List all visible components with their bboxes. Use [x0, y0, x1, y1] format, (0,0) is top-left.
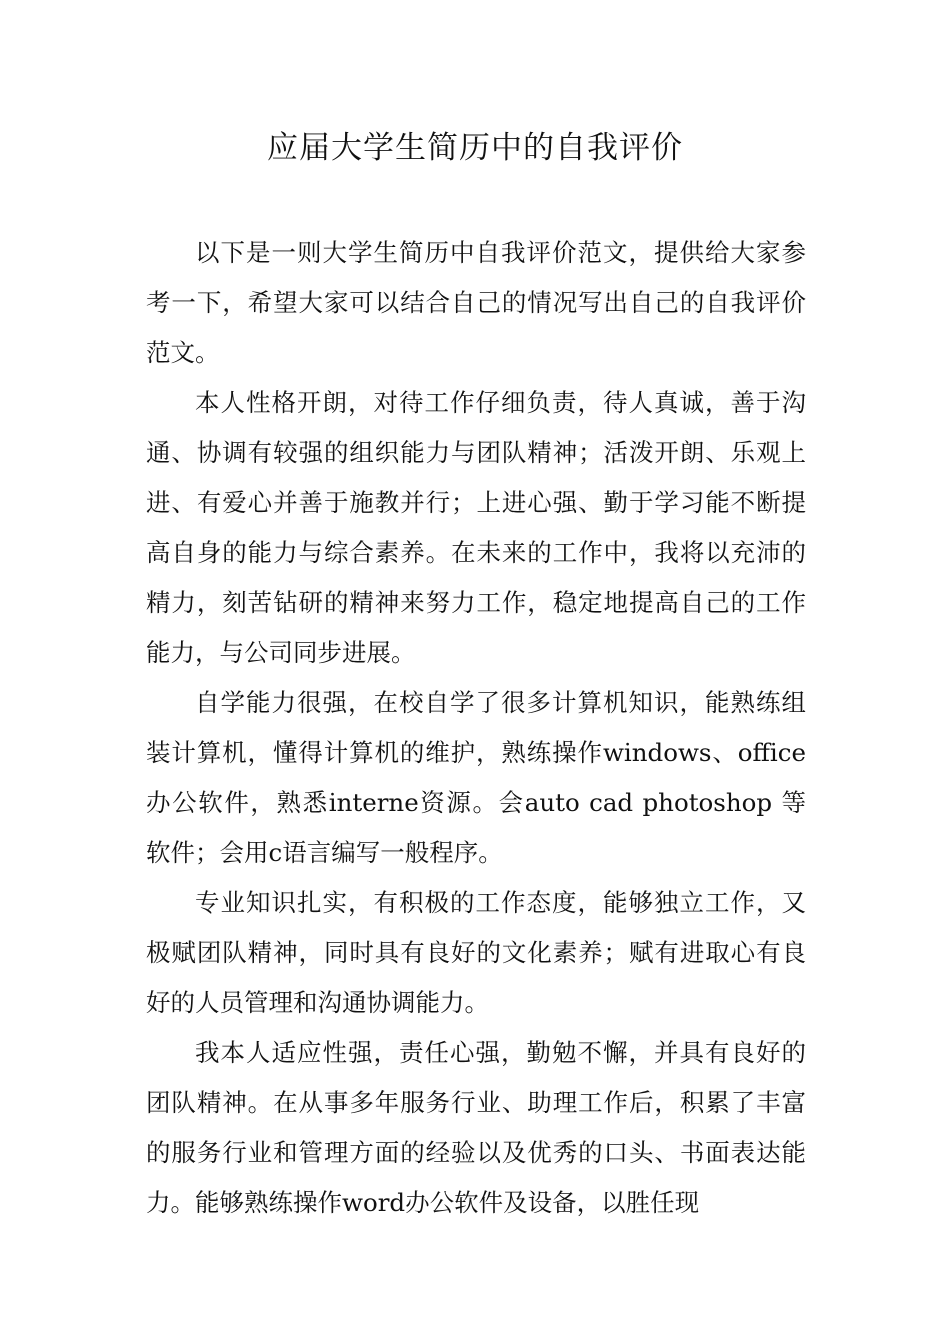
document-title: 应届大学生简历中的自我评价	[267, 130, 683, 166]
paragraph-intro: 以下是一则大学生简历中自我评价范文，提供给大家参考一下，希望大家可以结合自己的情况写出自己的自我评价范文。	[146, 238, 806, 367]
paragraph-computer-skills: 自学能力很强，在校自学了很多计算机知识，能熟练组装计算机，懂得计算机的维护，熟练操作windows、office办公软件，熟悉interne资源。会auto cad photoshop 等软件；会用c语言编写一般程序。	[146, 688, 806, 867]
paragraph-personality: 本人性格开朗，对待工作仔细负责，待人真诚，善于沟通、协调有较强的组织能力与团队精神；活泼开朗、乐观上进、有爱心并善于施教并行；上进心强、勤于学习能不断提高自身的能力与综合素养。在未来的工作中，我将以充沛的精力，刻苦钻研的精神来努力工作，稳定地提高自己的工作能力，与公司同步进展。	[146, 388, 806, 667]
document-body	[146, 228, 806, 1228]
paragraph-professional-knowledge: 专业知识扎实，有积极的工作态度，能够独立工作，又极赋团队精神，同时具有良好的文化素养；赋有进取心有良好的人员管理和沟通协调能力。	[146, 888, 806, 1017]
paragraph-adaptability: 我本人适应性强，责任心强，勤勉不懈，并具有良好的团队精神。在从事多年服务行业、助理工作后，积累了丰富的服务行业和管理方面的经验以及优秀的口头、书面表达能力。能够熟练操作word办公软件及设备，以胜任现	[146, 1038, 806, 1217]
